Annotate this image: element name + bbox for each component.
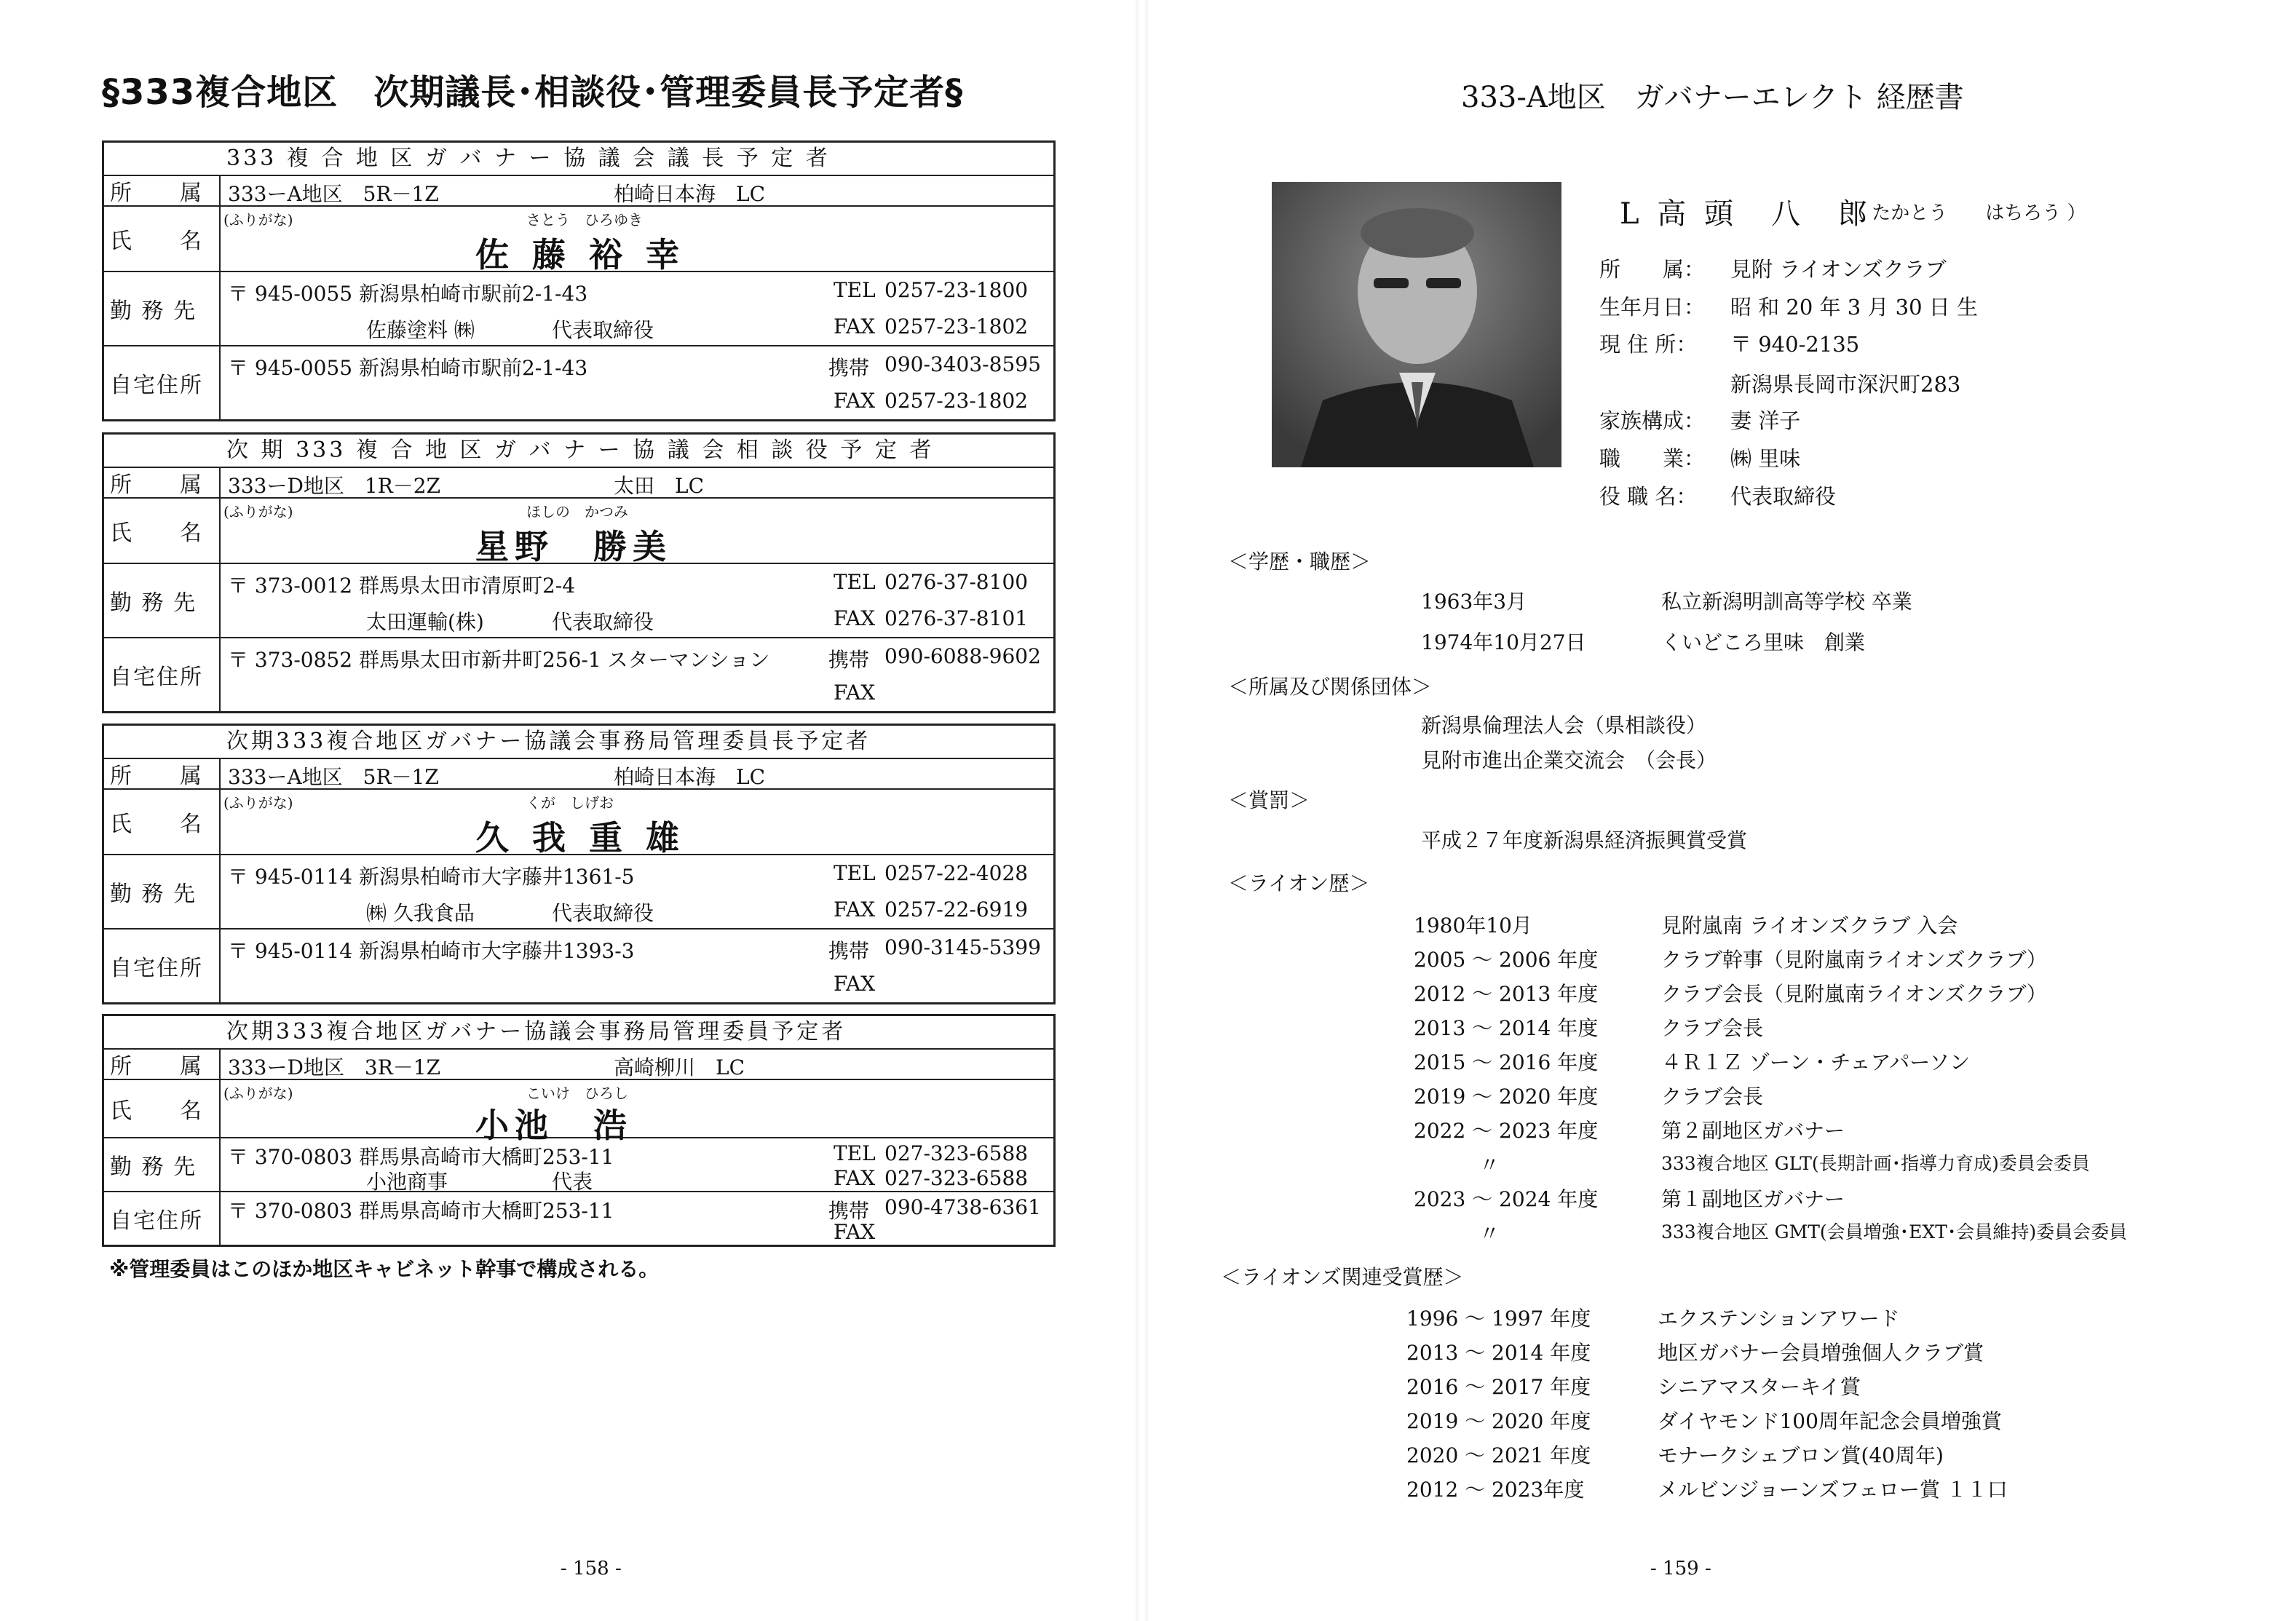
furigana-tag: (ふりがな) — [223, 1085, 293, 1102]
profile-value: 見附 ライオンズクラブ — [1730, 257, 1947, 282]
home-fax-label: FAX — [834, 681, 876, 705]
name-label: 氏 名 — [104, 790, 221, 854]
history-text: 第１副地区ガバナー — [1661, 1187, 1845, 1211]
profile-value: 妻 洋子 — [1730, 408, 1801, 433]
home-row — [104, 1192, 1053, 1245]
profile-value: 昭 和 20 年 3 月 30 日 生 — [1730, 295, 1978, 320]
history-date: 〃 — [1479, 1153, 1500, 1177]
history-text: モナークシェブロン賞(40周年) — [1658, 1443, 1944, 1467]
work-company: ㈱ 久我食品 — [366, 901, 475, 925]
history-text: ダイヤモンド100周年記念会員増強賞 — [1658, 1409, 2002, 1433]
block-heading: 333 複 合 地 区 ガ バ ナ ー 協 議 会 議 長 予 定 者 — [104, 143, 1053, 176]
section-heading-lions: ＜ライオン歴＞ — [1228, 871, 1370, 895]
home-address: 〒 945-0114 新潟県柏崎市大字藤井1393-3 — [228, 939, 635, 963]
affiliation-district: 333ーD地区 3R－1Z — [228, 1055, 441, 1079]
left-page-title: §333複合地区 次期議長･相談役･管理委員長予定者§ — [102, 72, 964, 113]
profile-label: 職 業： — [1599, 446, 1706, 471]
history-date: 2012 ～ 2013 年度 — [1414, 982, 1599, 1006]
book-gutter — [1136, 0, 1148, 1621]
home-address: 〒 373-0852 群馬県太田市新井町256-1 スターマンション — [228, 648, 770, 672]
work-label: 勤 務 先 — [104, 564, 221, 637]
furigana: ほしの かつみ — [526, 503, 628, 520]
section-heading-affiliation: ＜所属及び関係団体＞ — [1228, 675, 1433, 699]
affiliation-row — [104, 176, 1053, 207]
profile-label: 生年月日： — [1599, 295, 1706, 320]
work-fax: 0276-37-8101 — [884, 606, 1029, 630]
history-date: 1963年3月 — [1421, 590, 1527, 614]
history-date: 2016 ～ 2017 年度 — [1406, 1375, 1591, 1399]
profile-label: 所 属： — [1599, 257, 1706, 282]
work-title: 代表取締役 — [552, 318, 654, 342]
profile-label: 家族構成： — [1599, 408, 1706, 433]
work-tel: 0257-22-4028 — [884, 861, 1029, 885]
home-row — [104, 346, 1053, 419]
work-title: 代表 — [552, 1170, 593, 1194]
work-fax-label: FAX — [834, 606, 876, 630]
name-row — [104, 790, 1053, 855]
home-fax: 0257-23-1802 — [884, 389, 1029, 413]
work-address: 〒 945-0114 新潟県柏崎市大字藤井1361-5 — [228, 865, 635, 889]
section-heading-awards: ＜賞罰＞ — [1228, 788, 1310, 812]
home-address: 〒 945-0055 新潟県柏崎市駅前2-1-43 — [228, 356, 588, 380]
section-heading-education: ＜学歴・職歴＞ — [1228, 550, 1371, 574]
home-mobile: 090-6088-9602 — [884, 644, 1041, 668]
affiliation-club: 太田 LC — [614, 474, 705, 498]
furigana: くが しげお — [526, 794, 614, 812]
work-label: 勤 務 先 — [104, 272, 221, 345]
page-number-right: - 159 - — [1650, 1558, 1711, 1580]
history-date: 2005 ～ 2006 年度 — [1414, 948, 1599, 972]
affiliation-district: 333ーA地区 5R－1Z — [228, 182, 439, 206]
work-address: 〒 373-0012 群馬県太田市清原町2-4 — [228, 574, 576, 598]
work-fax-label: FAX — [834, 897, 876, 922]
work-tel: 0257-23-1800 — [884, 278, 1029, 302]
history-date: 1974年10月27日 — [1421, 630, 1586, 654]
work-tel-label: TEL — [834, 861, 876, 885]
block-heading: 次期333複合地区ガバナー協議会事務局管理委員長予定者 — [104, 726, 1053, 759]
officer-block — [102, 1014, 1056, 1247]
history-date: 2012 ～ 2023年度 — [1406, 1478, 1585, 1502]
home-mobile-label: 携帯 — [828, 648, 870, 672]
history-text: 地区ガバナー会員増強個人クラブ賞 — [1658, 1341, 1984, 1365]
name-row — [104, 499, 1053, 564]
home-label: 自宅住所 — [104, 1192, 221, 1245]
history-date: 2019 ～ 2020 年度 — [1414, 1085, 1599, 1109]
affiliation-district: 333ーD地区 1R－2Z — [228, 474, 441, 498]
history-text: 第２副地区ガバナー — [1661, 1119, 1845, 1143]
home-mobile: 090-4738-6361 — [884, 1195, 1041, 1219]
home-label: 自宅住所 — [104, 638, 221, 711]
work-label: 勤 務 先 — [104, 855, 221, 928]
history-date: 2013 ～ 2014 年度 — [1414, 1016, 1599, 1040]
affiliation-label: 所 属 — [104, 1050, 221, 1079]
block-heading: 次期333複合地区ガバナー協議会事務局管理委員予定者 — [104, 1016, 1053, 1050]
block-heading: 次 期 333 複 合 地 区 ガ バ ナ ー 協 議 会 相 談 役 予 定 者 — [104, 435, 1053, 468]
person-name: 佐 藤 裕 幸 — [475, 235, 686, 274]
history-date: 2022 ～ 2023 年度 — [1414, 1119, 1599, 1143]
history-date: 2019 ～ 2020 年度 — [1406, 1409, 1591, 1433]
left-page — [0, 0, 1136, 1621]
person-name: 久 我 重 雄 — [475, 818, 686, 857]
history-text: クラブ会長 — [1661, 1085, 1764, 1109]
officer-block — [102, 432, 1056, 713]
furigana: さとう ひろゆき — [526, 211, 643, 229]
work-tel-label: TEL — [834, 1141, 876, 1165]
home-label: 自宅住所 — [104, 346, 221, 419]
portrait-photo — [1272, 182, 1561, 467]
name-label: 氏 名 — [104, 499, 221, 563]
home-mobile-label: 携帯 — [828, 356, 870, 380]
affiliation-district: 333ーA地区 5R－1Z — [228, 765, 439, 789]
home-row — [104, 930, 1053, 1002]
work-tel: 027-323-6588 — [884, 1141, 1029, 1165]
affiliation-club: 柏崎日本海 LC — [614, 182, 766, 206]
work-company: 小池商事 — [366, 1170, 448, 1194]
affiliation-row — [104, 468, 1053, 499]
furigana-tag: (ふりがな) — [223, 503, 293, 520]
furigana-tag: (ふりがな) — [223, 211, 293, 229]
history-text: クラブ会長 — [1661, 1016, 1764, 1040]
work-fax-label: FAX — [834, 314, 876, 338]
right-page — [1148, 0, 2296, 1621]
work-title: 代表取締役 — [552, 901, 654, 925]
history-text: くいどころ里味 創業 — [1661, 630, 1866, 654]
work-company: 太田運輸(株) — [366, 610, 484, 634]
history-text: 見附嵐南 ライオンズクラブ 入会 — [1661, 913, 1958, 938]
affiliation-label: 所 属 — [104, 759, 221, 788]
officer-block — [102, 724, 1056, 1004]
person-name-kana: （ たかとう はちろう ） — [1847, 202, 2086, 224]
history-text: クラブ幹事（見附嵐南ライオンズクラブ） — [1661, 948, 2047, 972]
home-fax-label: FAX — [834, 972, 876, 996]
work-row — [104, 1138, 1053, 1192]
work-tel-label: TEL — [834, 278, 876, 302]
work-company: 佐藤塗料 ㈱ — [366, 318, 475, 342]
history-date: 1980年10月 — [1414, 913, 1532, 938]
work-row — [104, 564, 1053, 638]
home-address: 〒 370-0803 群馬県高崎市大橋町253-11 — [228, 1199, 614, 1223]
work-fax: 0257-23-1802 — [884, 314, 1029, 338]
profile-value: 代表取締役 — [1730, 484, 1837, 509]
work-row — [104, 855, 1053, 930]
name-label: 氏 名 — [104, 1080, 221, 1137]
right-page-title: 333-A地区 ガバナーエレクト 経歴書 — [1461, 81, 1964, 114]
history-date: 2013 ～ 2014 年度 — [1406, 1341, 1591, 1365]
work-title: 代表取締役 — [552, 610, 654, 634]
history-text: シニアマスターキイ賞 — [1658, 1375, 1861, 1399]
affiliation-row — [104, 1050, 1053, 1080]
person-name: L 高 頭 八 郎 — [1620, 197, 1872, 231]
award-item: 平成２７年度新潟県経済振興賞受賞 — [1421, 828, 1748, 852]
history-text: エクステンションアワード — [1658, 1307, 1900, 1331]
history-date: 〃 — [1479, 1221, 1500, 1245]
footnote: ※管理委員はこのほか地区キャビネット幹事で構成される。 — [109, 1257, 660, 1281]
history-text: メルビンジョーンズフェロー賞 １１口 — [1658, 1478, 2008, 1502]
home-mobile-label: 携帯 — [828, 1199, 870, 1223]
affiliation-label: 所 属 — [104, 176, 221, 205]
name-row — [104, 1080, 1053, 1145]
home-label: 自宅住所 — [104, 930, 221, 1002]
affiliation-club: 柏崎日本海 LC — [614, 765, 766, 789]
home-mobile-label: 携帯 — [828, 939, 870, 963]
history-date: 2015 ～ 2016 年度 — [1414, 1050, 1599, 1074]
history-text: ４Ｒ１Ｚ ゾーン・チェアパーソン — [1661, 1050, 1971, 1074]
history-text: クラブ会長（見附嵐南ライオンズクラブ） — [1661, 982, 2047, 1006]
work-tel-label: TEL — [834, 570, 876, 594]
profile-value: 〒 940-2135 — [1730, 332, 1860, 357]
work-address: 〒 945-0055 新潟県柏崎市駅前2-1-43 — [228, 282, 588, 306]
home-fax-label: FAX — [834, 389, 876, 413]
affiliation-club: 高崎柳川 LC — [614, 1055, 745, 1079]
history-text: 333複合地区 GLT(長期計画･指導力育成)委員会委員 — [1661, 1153, 2090, 1174]
person-name: 小池 浩 — [475, 1106, 633, 1145]
affiliation-item: 見附市進出企業交流会 （会長） — [1421, 748, 1717, 772]
work-label: 勤 務 先 — [104, 1138, 221, 1191]
work-address: 〒 370-0803 群馬県高崎市大橋町253-11 — [228, 1145, 614, 1169]
portrait-photo-icon — [1272, 182, 1561, 467]
home-row — [104, 638, 1053, 711]
work-row — [104, 272, 1053, 346]
profile-value: 新潟県長岡市深沢町283 — [1730, 372, 1961, 397]
page-number-left: - 158 - — [561, 1558, 622, 1580]
history-date: 2023 ～ 2024 年度 — [1414, 1187, 1599, 1211]
work-fax: 0257-22-6919 — [884, 897, 1029, 922]
name-label: 氏 名 — [104, 207, 221, 271]
work-fax-label: FAX — [834, 1166, 876, 1190]
furigana: こいけ ひろし — [526, 1085, 628, 1102]
affiliation-row — [104, 759, 1053, 790]
history-date: 1996 ～ 1997 年度 — [1406, 1307, 1591, 1331]
name-row — [104, 207, 1053, 272]
history-text: 私立新潟明訓高等学校 卒業 — [1661, 590, 1912, 614]
affiliation-label: 所 属 — [104, 468, 221, 497]
history-text: 333複合地区 GMT(会員増強･EXT･会員維持)委員会委員 — [1661, 1221, 2128, 1242]
affiliation-item: 新潟県倫理法人会（県相談役） — [1421, 713, 1707, 737]
profile-label: 現 住 所： — [1599, 332, 1698, 357]
profile-label: 役 職 名： — [1599, 484, 1698, 509]
person-name: 星野 勝美 — [475, 527, 672, 566]
work-fax: 027-323-6588 — [884, 1166, 1029, 1190]
history-date: 2020 ～ 2021 年度 — [1406, 1443, 1591, 1467]
home-mobile: 090-3145-5399 — [884, 935, 1041, 959]
home-mobile: 090-3403-8595 — [884, 352, 1041, 376]
work-tel: 0276-37-8100 — [884, 570, 1029, 594]
section-heading-lions-awards: ＜ライオンズ関連受賞歴＞ — [1221, 1265, 1464, 1289]
profile-value: ㈱ 里味 — [1730, 446, 1801, 471]
furigana-tag: (ふりがな) — [223, 794, 293, 812]
home-fax-label: FAX — [834, 1220, 876, 1244]
officer-block — [102, 140, 1056, 421]
